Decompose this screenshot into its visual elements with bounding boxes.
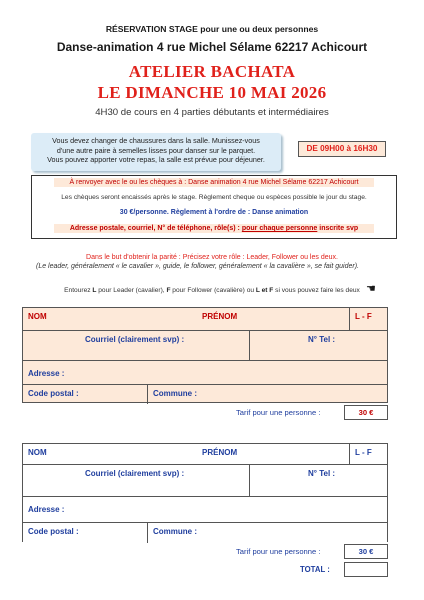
circle-instruction — [0, 287, 424, 294]
name-row — [23, 444, 387, 464]
role-explanation: (Le leader, généralement « le cavalier », guide, le follower, généralement « la cavalière », se fait guider). — [36, 263, 359, 270]
workshop-date: LE DIMANCHE 10 MAI 2026 — [97, 83, 327, 102]
contact-row — [23, 330, 387, 360]
payment-instructions-box — [31, 175, 397, 239]
workshop-title: ATELIER BACHATA — [128, 62, 296, 81]
total-amount-field[interactable] — [344, 562, 388, 577]
instr-follower: F — [166, 287, 171, 294]
required-info-emphasis: pour chaque personne — [241, 225, 318, 232]
postal-row — [23, 522, 387, 543]
instr-text: pour Follower (cavalière) ou — [170, 287, 256, 294]
person2-form — [22, 443, 388, 542]
person1-form — [22, 307, 388, 403]
instr-text: pour Leader (cavalier), — [96, 287, 167, 294]
required-info-end: inscrite svp — [317, 225, 359, 232]
price-info: 30 €/personne. Règlement à l'ordre de : Danse animation — [119, 209, 309, 216]
pointing-hand-icon: ☚ — [366, 283, 376, 295]
courriel-field[interactable]: Courriel (clairement svp) : — [85, 469, 185, 478]
instr-both: L et F — [255, 287, 274, 294]
hours-badge: DE 09H00 à 16H30 — [298, 141, 386, 157]
instr-text: si vous pouvez faire les deux — [273, 287, 360, 294]
cheque-info: Les chèques seront encaissés après le stage. Règlement cheque ou espèces possible le jour du stage. — [61, 194, 367, 201]
tel-field[interactable]: N° Tel : — [249, 465, 389, 496]
address-row — [23, 496, 387, 522]
commune-field[interactable]: Commune : — [147, 385, 389, 404]
prenom-field[interactable]: PRÉNOM — [202, 448, 238, 457]
organizer-address: Danse-animation 4 rue Michel Sélame 62217 Achicourt — [56, 40, 368, 54]
code-postal-field[interactable]: Code postal : — [28, 389, 79, 398]
name-row — [23, 308, 387, 330]
prenom-field[interactable]: PRÉNOM — [202, 312, 238, 321]
courriel-field[interactable]: Courriel (clairement svp) : — [85, 335, 185, 344]
parity-notice: Dans le but d'obtenir la parité : Précisez votre rôle : Leader, Follower ou les deux. — [86, 254, 338, 261]
code-postal-field[interactable]: Code postal : — [28, 527, 79, 536]
commune-field[interactable]: Commune : — [147, 523, 389, 543]
info-line: Vous pouvez apporter votre repas, la salle est prévue pour déjeuner. — [47, 155, 265, 164]
tarif-amount: 30 € — [344, 544, 388, 559]
reservation-heading: RÉSERVATION STAGE pour une ou deux personnes — [105, 24, 319, 34]
workshop-subtitle: 4H30 de cours en 4 parties débutants et intermédiaires — [95, 107, 329, 118]
nom-field[interactable]: NOM — [28, 312, 47, 321]
role-field[interactable]: L - F — [349, 308, 389, 330]
adresse-field[interactable]: Adresse : — [28, 369, 65, 378]
instr-leader: L — [92, 287, 97, 294]
address-row — [23, 360, 387, 384]
nom-field[interactable]: NOM — [28, 448, 47, 457]
instr-text: Entourez — [64, 287, 93, 294]
required-info-text: Adresse postale, courriel, N° de téléphone, rôle(s) : — [69, 225, 242, 232]
postal-row — [23, 384, 387, 404]
info-line: d'une autre paire à semelles lisses pour danser sur le parquet. — [56, 145, 256, 155]
shoes-info-box — [31, 133, 281, 171]
adresse-field[interactable]: Adresse : — [28, 505, 65, 514]
tarif-label: Tarif pour une personne : — [236, 547, 321, 556]
required-info — [54, 224, 374, 233]
contact-row — [23, 464, 387, 496]
role-field[interactable]: L - F — [349, 444, 389, 464]
tel-field[interactable]: N° Tel : — [249, 331, 389, 360]
total-label: TOTAL : — [300, 565, 330, 574]
tarif-amount: 30 € — [344, 405, 388, 420]
tarif-label: Tarif pour une personne : — [236, 408, 321, 417]
send-address: À renvoyer avec le ou les chèques à : Danse animation 4 rue Michel Sélame 62217 Achicourt — [54, 178, 374, 187]
info-line: Vous devez changer de chaussures dans la salle. Munissez-vous — [52, 136, 260, 145]
